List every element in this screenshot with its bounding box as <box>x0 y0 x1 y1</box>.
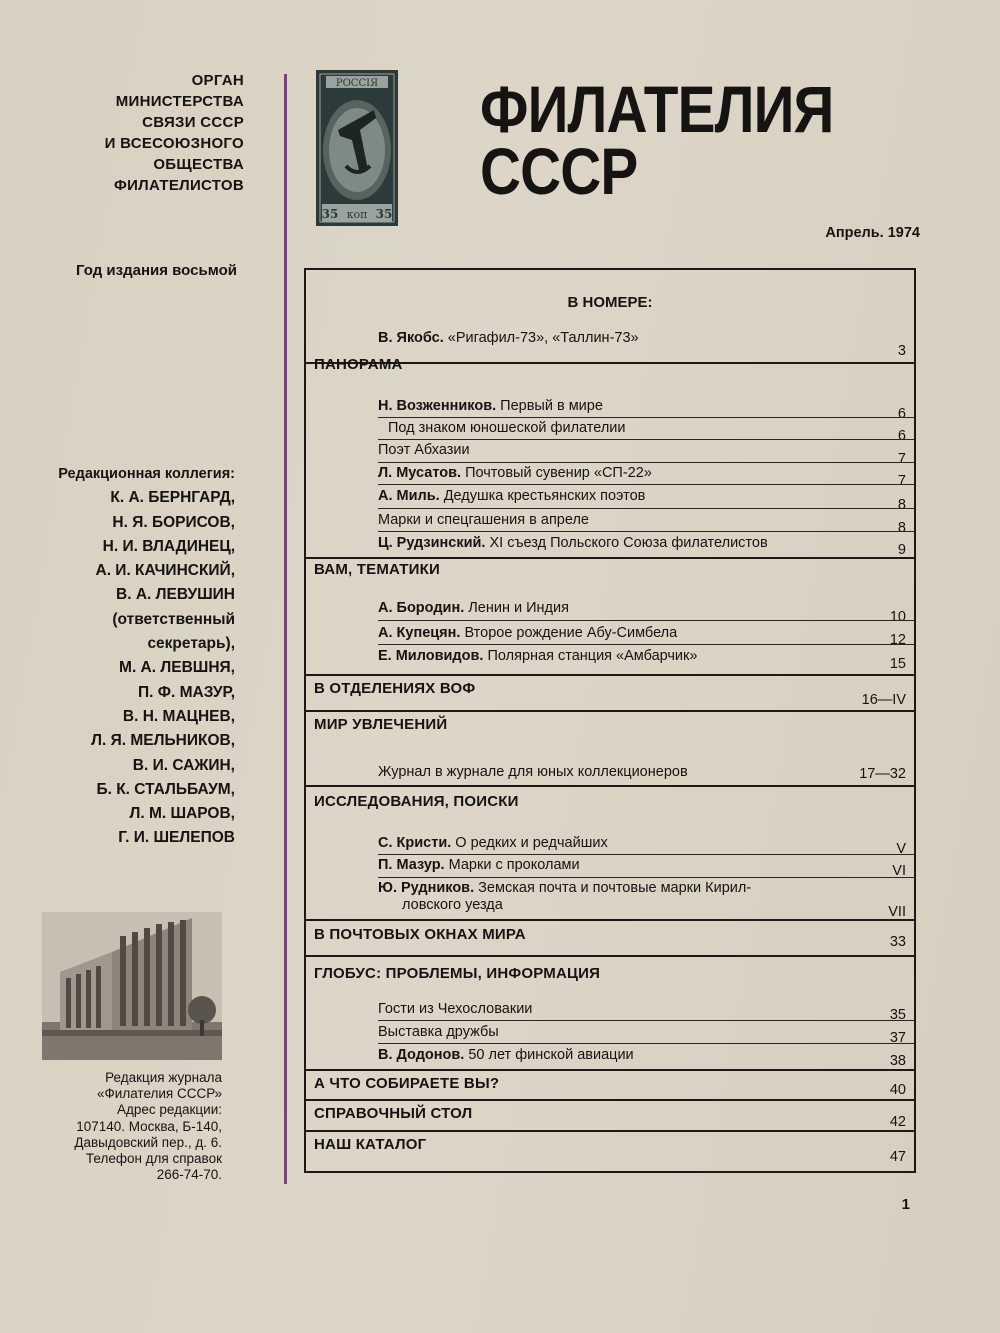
publisher-line: И ВСЕСОЮЗНОГО <box>104 135 244 152</box>
toc-item-author: А. Бородин. <box>378 600 465 616</box>
toc-section-title: НАШ КАТАЛОГ <box>314 1136 427 1153</box>
building-illustration <box>42 912 222 1060</box>
toc-item-page: VI <box>892 863 906 879</box>
toc-item <box>378 398 603 414</box>
board-member: Л. М. ШАРОВ, <box>129 805 235 823</box>
toc-subrule <box>378 417 914 418</box>
toc-rule <box>306 1099 914 1101</box>
toc-item-page: 12 <box>889 632 906 648</box>
board-member: Б. К. СТАЛЬБАУМ, <box>96 780 235 798</box>
toc-item-author: С. Кристи. <box>378 835 452 851</box>
toc-item <box>378 1047 634 1063</box>
address-line: Телефон для справок <box>85 1151 222 1167</box>
toc-item-page: 7 <box>897 451 906 467</box>
editorial-board <box>20 462 235 851</box>
toc-item-page: 9 <box>897 542 906 558</box>
address-line: Давыдовский пер., д. 6. <box>74 1134 222 1150</box>
toc-item-title: Марки и спецгашения в апреле <box>378 512 589 528</box>
address-line: 107140. Москва, Б-140, <box>76 1118 222 1134</box>
toc-section-page: 47 <box>889 1149 906 1165</box>
stamp-value-right: 35 <box>375 207 393 221</box>
toc-rule <box>306 1069 914 1071</box>
toc-subrule <box>378 620 914 621</box>
toc-item-title: Земская почта и почтовые марки Кирил- <box>478 880 752 896</box>
toc-item-title: Дедушка крестьянских поэтов <box>443 488 646 504</box>
toc-subrule <box>378 877 914 878</box>
toc-subrule <box>378 1020 914 1021</box>
toc-rule <box>306 710 914 712</box>
toc-section-title: СПРАВОЧНЫЙ СТОЛ <box>314 1105 473 1122</box>
publisher-line: ОБЩЕСТВА <box>153 156 244 173</box>
toc-rule <box>306 557 914 559</box>
toc-item-title: Почтовый сувенир «СП-22» <box>465 465 652 481</box>
toc-item-page: 10 <box>889 609 906 625</box>
toc-subrule <box>378 644 914 645</box>
address-line: «Филателия СССР» <box>97 1086 222 1102</box>
magazine-title <box>480 72 858 208</box>
toc-section-title: МИР УВЛЕЧЕНИЙ <box>314 716 448 733</box>
editorial-building-photo <box>42 912 222 1060</box>
toc-item-author: В. Додонов. <box>378 1047 465 1063</box>
toc-item-title: Первый в мире <box>500 398 603 414</box>
stamp-value-left: 35 <box>321 207 339 221</box>
toc-section-title: В ПОЧТОВЫХ ОКНАХ МИРА <box>314 926 526 943</box>
publisher-block <box>40 70 244 196</box>
toc-item-author: Ю. Рудников. <box>378 880 475 896</box>
toc-section-page: 42 <box>889 1114 906 1130</box>
toc-rule <box>306 955 914 957</box>
toc-subrule <box>378 854 914 855</box>
toc-section-page: 16—IV <box>861 692 906 708</box>
toc-item-page: V <box>896 841 906 857</box>
toc-item-author: Н. Возженников. <box>378 398 497 414</box>
toc-item-author: Е. Миловидов. <box>378 648 484 664</box>
toc-section-title: ИССЛЕДОВАНИЯ, ПОИСКИ <box>314 793 519 810</box>
magazine-title-line1: ФИЛАТЕЛИЯ <box>480 72 834 146</box>
board-member: П. Ф. МАЗУР, <box>138 683 235 701</box>
toc-section-title: А ЧТО СОБИРАЕТЕ ВЫ? <box>314 1075 500 1092</box>
toc-item <box>378 648 697 664</box>
toc-section-page: 40 <box>889 1082 906 1098</box>
publication-year-line: Год издания восьмой <box>76 262 237 279</box>
toc-item <box>378 1024 499 1040</box>
board-member: Н. Я. БОРИСОВ, <box>112 513 235 531</box>
toc-item-title: Поэт Абхазии <box>378 442 470 458</box>
board-member: К. А. БЕРНГАРД, <box>110 489 235 507</box>
toc-subrule <box>378 531 914 532</box>
stamp-value-unit: коп <box>346 208 368 221</box>
toc-rule <box>306 919 914 921</box>
toc-item <box>378 764 688 780</box>
address-line: Адрес редакции: <box>117 1102 222 1118</box>
board-member: секретарь), <box>147 635 235 653</box>
toc-item-page: 17—32 <box>859 766 906 782</box>
board-member: Л. Я. МЕЛЬНИКОВ, <box>91 732 235 750</box>
toc-section-title: ВАМ, ТЕМАТИКИ <box>314 561 440 578</box>
editorial-address <box>30 1070 222 1183</box>
toc-item-continuation: ловского уезда <box>402 897 503 913</box>
board-member: (ответственный <box>112 610 235 628</box>
toc-item-title: Выставка дружбы <box>378 1024 499 1040</box>
toc-item <box>378 330 639 346</box>
toc-item <box>378 625 677 641</box>
magazine-title-line2: СССР <box>480 134 638 208</box>
column-divider <box>284 74 287 1184</box>
toc-item <box>378 880 751 896</box>
toc-item-author: А. Купецян. <box>378 625 461 641</box>
toc-subrule <box>378 1043 914 1044</box>
toc-item-author: Ц. Рудзинский. <box>378 535 486 551</box>
publisher-line: ОРГАН <box>191 72 244 89</box>
toc-item-author: Л. Мусатов. <box>378 465 462 481</box>
publisher-line: СВЯЗИ СССР <box>142 114 244 131</box>
toc-item-page: 6 <box>897 406 906 422</box>
toc-item-title: «Ригафил-73», «Таллин-73» <box>447 330 639 346</box>
toc-subrule <box>378 439 914 440</box>
toc-item-author: П. Мазур. <box>378 857 445 873</box>
toc-item-title: Второе рождение Абу-Симбела <box>464 625 678 641</box>
toc-item-page: 8 <box>897 520 906 536</box>
toc-item <box>378 1001 532 1017</box>
toc-section-title: ПАНОРАМА <box>314 356 403 373</box>
page-number: 1 <box>901 1196 910 1213</box>
toc-item <box>378 600 569 616</box>
board-member: В. И. САЖИН, <box>132 756 235 774</box>
postage-stamp-image <box>316 70 398 226</box>
toc-item-page: 8 <box>897 497 906 513</box>
toc-item-page: 15 <box>889 656 906 672</box>
toc-item-title: Журнал в журнале для юных коллекционеров <box>378 764 688 780</box>
toc-subrule <box>378 462 914 463</box>
toc-item-title: Марки с проколами <box>448 857 580 873</box>
table-of-contents <box>304 268 916 1173</box>
toc-rule <box>306 1130 914 1132</box>
toc-item-title: Полярная станция «Амбарчик» <box>487 648 698 664</box>
publisher-line: ФИЛАТЕЛИСТОВ <box>113 177 244 194</box>
toc-item-page: 38 <box>889 1053 906 1069</box>
issue-date: Апрель. 1974 <box>825 225 920 241</box>
toc-item-page: 7 <box>897 473 906 489</box>
toc-section-title: ГЛОБУС: ПРОБЛЕМЫ, ИНФОРМАЦИЯ <box>314 965 601 982</box>
toc-item <box>378 512 589 528</box>
toc-item-title: Под знаком юношеской филателии <box>388 420 626 436</box>
toc-item-title: Ленин и Индия <box>468 600 569 616</box>
address-line: Редакция журнала <box>105 1070 222 1085</box>
board-member: М. А. ЛЕВШНЯ, <box>119 659 235 677</box>
board-member: Н. И. ВЛАДИНЕЦ, <box>102 537 235 555</box>
toc-item-page: 35 <box>889 1007 906 1023</box>
toc-section-title: В ОТДЕЛЕНИЯХ ВОФ <box>314 680 476 697</box>
toc-item-author: А. Миль. <box>378 488 440 504</box>
board-member: А. И. КАЧИНСКИЙ, <box>95 562 235 580</box>
toc-subrule <box>378 484 914 485</box>
publisher-line: МИНИСТЕРСТВА <box>115 93 244 110</box>
toc-item <box>378 488 645 504</box>
toc-item-page: 3 <box>897 343 906 359</box>
toc-item <box>378 535 768 551</box>
toc-section-page: 33 <box>889 934 906 950</box>
toc-rule <box>306 674 914 676</box>
toc-item-title: О редких и редчайших <box>455 835 608 851</box>
toc-item <box>378 857 580 873</box>
toc-item <box>378 442 470 458</box>
toc-item-page: VII <box>888 904 906 920</box>
toc-item-title: 50 лет финской авиации <box>468 1047 634 1063</box>
address-line: 266-74-70. <box>156 1167 222 1183</box>
toc-item <box>378 835 608 851</box>
stamp-country: РОССIЯ <box>335 78 379 89</box>
toc-item-page: 37 <box>889 1030 906 1046</box>
toc-item <box>388 420 626 436</box>
toc-rule <box>306 785 914 787</box>
toc-item-title: Гости из Чехословакии <box>378 1001 533 1017</box>
toc-item-title: XI съезд Польского Союза филателистов <box>489 535 768 551</box>
board-member: Г. И. ШЕЛЕПОВ <box>118 829 235 847</box>
toc-heading: В НОМЕРЕ: <box>567 294 653 311</box>
board-member: В. Н. МАЦНЕВ, <box>122 707 235 725</box>
toc-item-author: В. Якобс. <box>378 330 444 346</box>
board-member: В. А. ЛЕВУШИН <box>116 586 235 604</box>
toc-item <box>378 465 652 481</box>
toc-subrule <box>378 508 914 509</box>
editorial-board-title: Редакционная коллегия: <box>58 466 235 482</box>
toc-item-page: 6 <box>897 428 906 444</box>
